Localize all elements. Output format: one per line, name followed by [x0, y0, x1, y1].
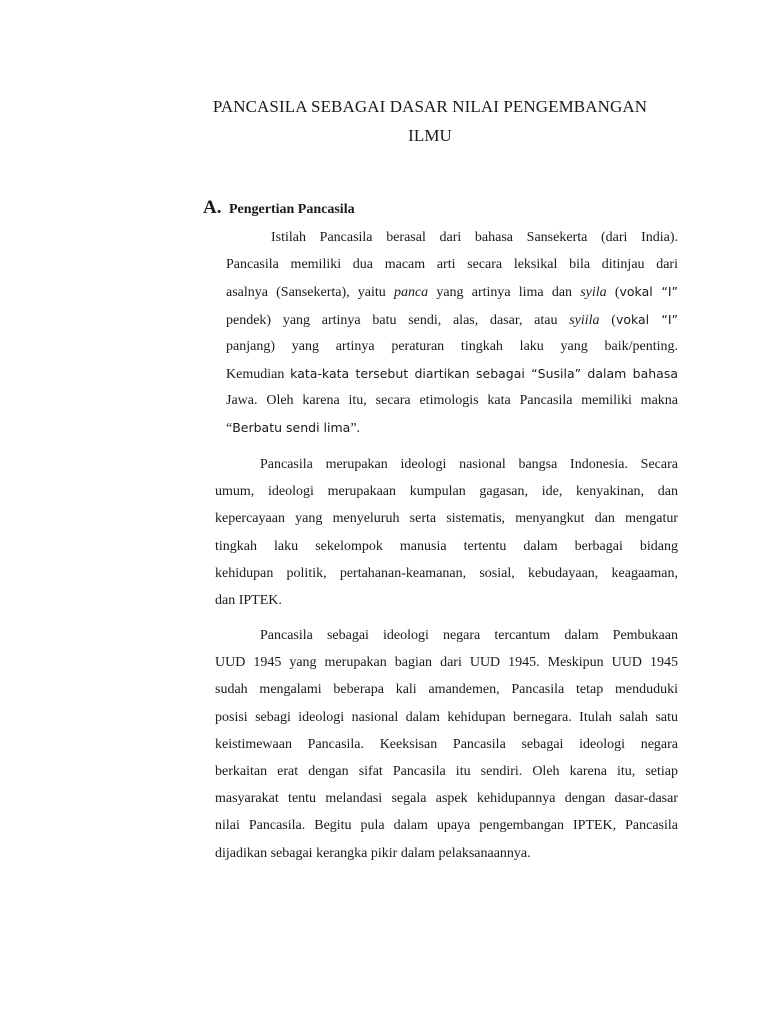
paragraph-line: dan IPTEK.	[215, 592, 282, 608]
page-title	[180, 92, 680, 150]
paragraph-line: posisi sebagi ideologi nasional dalam kehidupan bernegara. Itulah salah satu	[215, 709, 678, 725]
paragraph-line: panjang) yang artinya peraturan tingkah laku yang baik/penting.	[226, 338, 678, 354]
paragraph-line: masyarakat tentu melandasi segala aspek kehidupannya dengan dasar-dasar	[215, 791, 678, 807]
paragraph-line: Kemudian kata-kata tersebut diartikan sebagai “Susila” dalam bahasa	[226, 365, 678, 382]
title-line-2: ILMU	[408, 126, 452, 145]
paragraph-3	[215, 622, 678, 867]
paragraph-line: Pancasila memiliki dua macam arti secara leksikal bila ditinjau dari	[226, 257, 678, 273]
paragraph-line: Pancasila merupakan ideologi nasional bangsa Indonesia. Secara	[260, 457, 678, 472]
paragraph-line: kepercayaan yang menyeluruh serta sistematis, menyangkut dan mengatur	[215, 511, 678, 527]
section-heading-text: Pengertian Pancasila	[228, 202, 355, 217]
paragraph-line: nilai Pancasila. Begitu pula dalam upaya pengembangan IPTEK, Pancasila	[215, 818, 678, 834]
section-letter: A.	[203, 197, 222, 218]
paragraph-1	[226, 224, 678, 442]
paragraph-line: keistimewaan Pancasila. Keeksisan Pancasila sebagai ideologi negara	[215, 736, 678, 752]
paragraph-line: UUD 1945 yang merupakan bagian dari UUD 1945. Meskipun UUD 1945	[215, 655, 678, 671]
title-line-1: PANCASILA SEBAGAI DASAR NILAI PENGEMBANGAN	[212, 97, 648, 116]
italic-term: syila	[580, 285, 607, 301]
paragraph-line: pendek) yang artinya batu sendi, alas, dasar, atau syiila (vokal “I”	[226, 311, 678, 328]
paragraph-line: berkaitan erat dengan sifat Pancasila itu sendiri. Oleh karena itu, setiap	[215, 763, 678, 779]
italic-term: syiila	[569, 312, 600, 328]
paragraph-line: umum, ideologi merupakaan kumpulan gagasan, ide, kenyakinan, dan	[215, 484, 678, 500]
paragraph-2	[215, 451, 678, 614]
paragraph-line: tingkah laku sekelompok manusia tertentu dalam berbagai bidang	[215, 538, 678, 554]
section-heading	[203, 197, 355, 221]
paragraph-line: kehidupan politik, pertahanan-keamanan, sosial, kebudayaan, keagaaman,	[215, 565, 678, 581]
paragraph-line: “Berbatu sendi lima”.	[226, 420, 361, 437]
paragraph-line: Istilah Pancasila berasal dari bahasa Sansekerta (dari India).	[271, 230, 678, 245]
paragraph-line: Pancasila sebagai ideologi negara tercantum dalam Pembukaan	[260, 628, 678, 643]
italic-term: panca	[393, 285, 429, 301]
paragraph-line: asalnya (Sansekerta), yaitu panca yang artinya lima dan syila (vokal “I”	[226, 284, 678, 301]
paragraph-line: sudah mengalami beberapa kali amandemen, Pancasila tetap menduduki	[215, 682, 678, 698]
paragraph-line: dijadikan sebagai kerangka pikir dalam pelaksanaannya.	[215, 845, 531, 861]
paragraph-line: Jawa. Oleh karena itu, secara etimologis kata Pancasila memiliki makna	[226, 393, 678, 409]
